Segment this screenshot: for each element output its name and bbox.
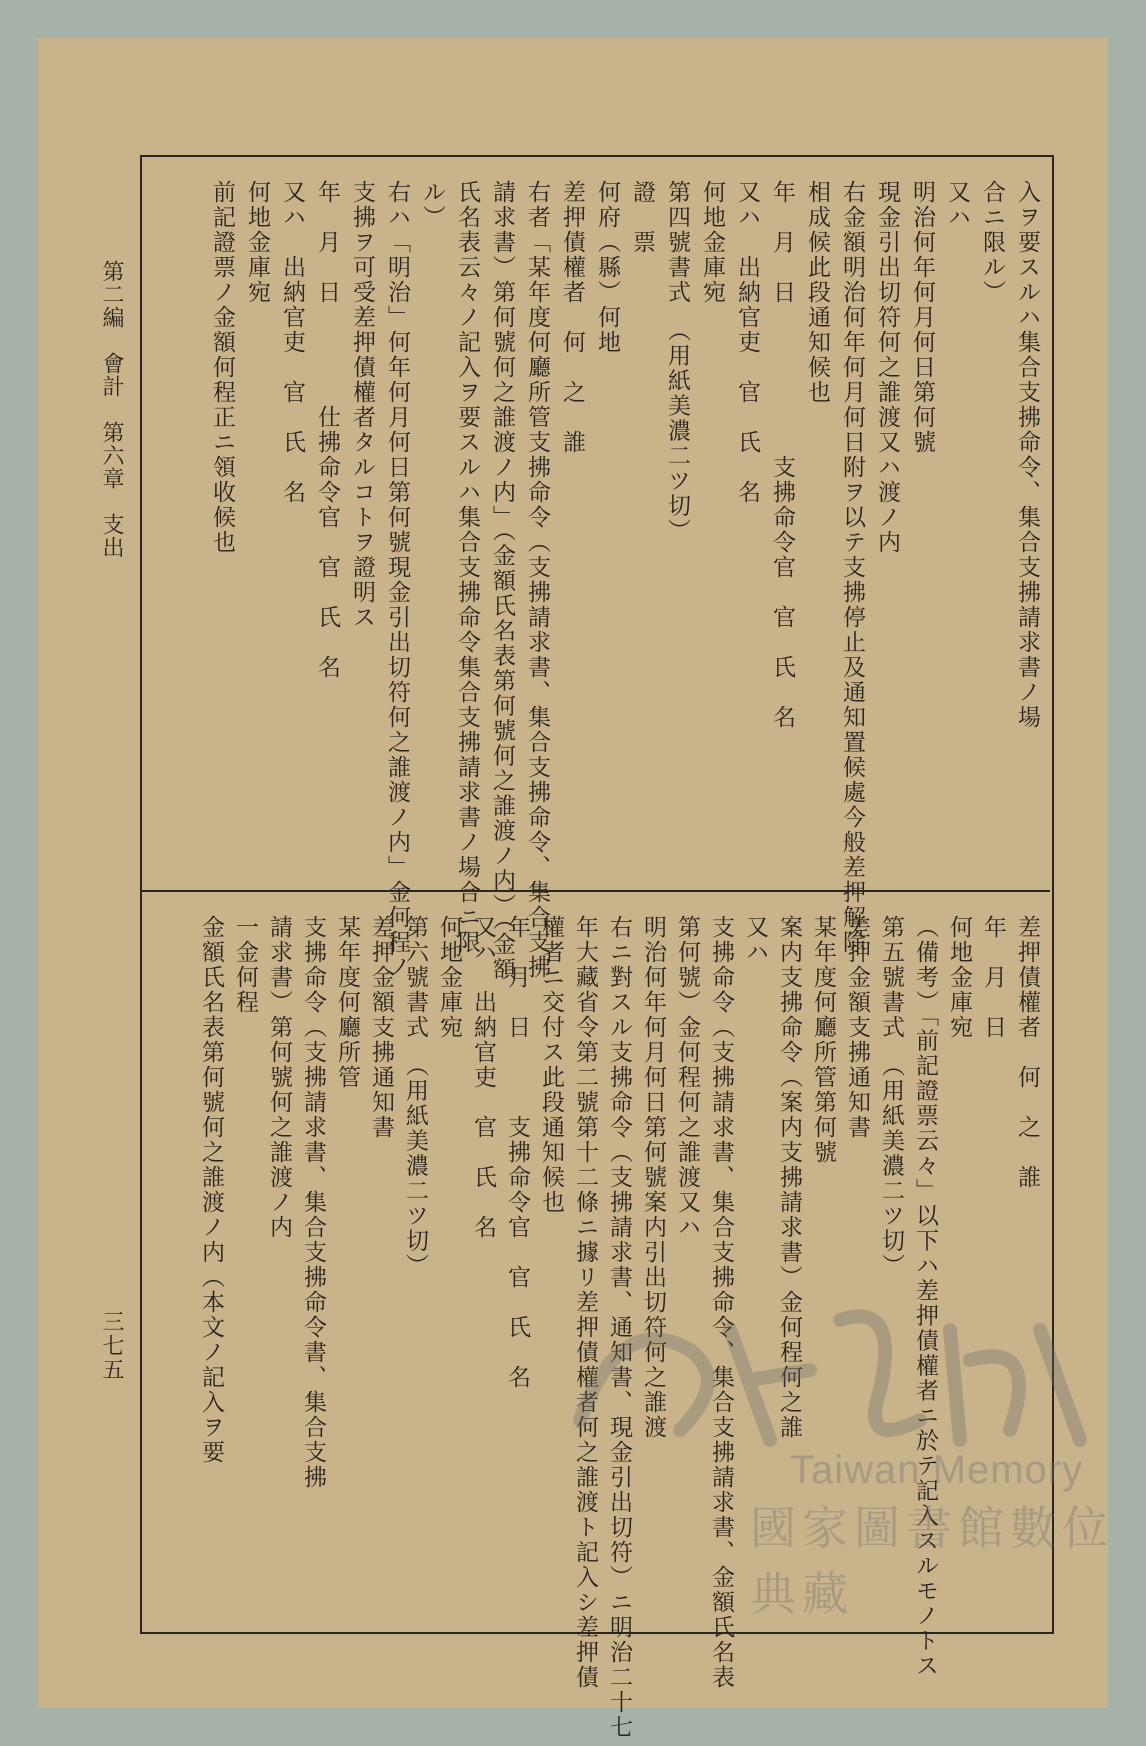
text-column: 年 月 日 仕拂命令官 官 氏 名	[314, 180, 340, 680]
text-column: 差押金額支拂通知書	[368, 915, 394, 1140]
text-column: 支拂命令（支拂請求書、集合支拂命令、集合支拂請求書、金額氏名表	[708, 915, 734, 1690]
text-column: 年 月 日 支拂命令官 官 氏 名	[769, 180, 795, 730]
watermark-english: Taiwan Memory	[790, 1448, 1084, 1492]
text-column: 請求書）第何號何之誰渡ノ内」（金額氏名表第何號何之誰渡ノ内）（金額	[489, 180, 515, 982]
text-column: 相成候此段通知候也	[804, 180, 830, 405]
text-column: 明治何年何月何日第何號案内引出切符何之誰渡	[640, 915, 666, 1440]
text-column: 前記證票ノ金額何程正ニ領收候也	[209, 180, 235, 555]
text-column: 入ヲ要スルハ集合支拂命令、集合支拂請求書ノ場	[1014, 180, 1040, 730]
text-column: 又ハ	[944, 180, 970, 230]
text-column: 何府（縣）何地	[594, 180, 620, 355]
text-column: 第六號書式 （用紙美濃二ツ切）	[402, 915, 428, 1279]
text-column: 右者「某年度何廳所管支拂命令（支拂請求書、集合支拂命令、集合支拂	[524, 180, 550, 980]
page-number: 三七五	[99, 1310, 124, 1382]
text-column: 差押債權者 何 之 誰	[1014, 915, 1040, 1190]
text-column: 何地金庫宛	[436, 915, 462, 1040]
text-column: 右ハ「明治」何年何月何日第何號現金引出切符何之誰渡ノ内」金何程ノ	[384, 180, 410, 980]
text-column: 權者ニ交付ス此段通知候也	[538, 915, 564, 1215]
taiwan-memory-logo	[540, 1270, 1100, 1470]
text-column: 第何號）金何程何之誰渡又ハ	[674, 915, 700, 1240]
text-column: 案内支拂命令（案内支拂請求書）金何程何之誰	[776, 915, 802, 1440]
section-divider	[140, 890, 1050, 892]
text-column: 明治何年何月何日第何號	[909, 180, 935, 455]
text-column: （備考）「前記證票云々」以下ハ差押債權者ニ於テ記入スルモノトス	[912, 915, 938, 1679]
watermark-chinese: 國家圖書館數位典藏	[750, 1501, 1114, 1621]
text-column: 何地金庫宛	[946, 915, 972, 1040]
text-column: 某年度何廳所管	[334, 915, 360, 1090]
text-column: 合ニ限ル）	[979, 180, 1005, 305]
text-column: 右金額明治何年何月何日附ヲ以テ支拂停止及通知置候處今般差押解除	[839, 180, 865, 955]
text-column: 氏名表云々ノ記入ヲ要スルハ集合支拂命令集合支拂請求書ノ場合ニ限	[454, 180, 480, 955]
text-column: 年 月 日 支拂命令官 官 氏 名	[504, 915, 530, 1390]
text-column: 請求書）第何號何之誰渡ノ内	[266, 915, 292, 1240]
text-column: 又ハ 出納官吏 官 氏 名	[279, 180, 305, 505]
text-column: 又ハ 出納官吏 官 氏 名	[470, 915, 496, 1240]
text-column: 何地金庫宛	[244, 180, 270, 305]
text-column: 又ハ 出納官吏 官 氏 名	[734, 180, 760, 505]
text-column: 何地金庫宛	[699, 180, 725, 305]
text-column: 第四號書式 （用紙美濃二ツ切）	[664, 180, 690, 544]
text-column: 現金引出切符何之誰渡又ハ渡ノ内	[874, 180, 900, 555]
text-column: 又ハ	[742, 915, 768, 965]
text-column: 年大藏省令第二號第十二條ニ據リ差押債權者何之誰渡ト記入シ差押債	[572, 915, 598, 1690]
text-column: ル）	[419, 180, 445, 230]
text-column: 金額氏名表第何號何之誰渡ノ内（本文ノ記入ヲ要	[198, 915, 224, 1465]
text-column: 支拂ヲ可受差押債權者タルコトヲ證明ス	[349, 180, 375, 630]
text-column: 右ニ對スル支拂命令（支拂請求書、通知書、現金引出切符）ニ明治二十七	[606, 915, 632, 1740]
text-column: 差押金額支拂通知書	[844, 915, 870, 1140]
text-column: 支拂命令（支拂請求書、集合支拂命令書、集合支拂	[300, 915, 326, 1490]
running-header: 第二編 會計 第六章 支出	[99, 260, 124, 559]
text-column: 某年度何廳所管第何號	[810, 915, 836, 1165]
text-column: 一金何程	[232, 915, 258, 1015]
text-column: 第五號書式 （用紙美濃二ツ切）	[878, 915, 904, 1279]
text-column: 證 票	[629, 180, 655, 255]
text-column: 年 月 日	[980, 915, 1006, 1040]
text-column: 差押債權者 何 之 誰	[559, 180, 585, 455]
